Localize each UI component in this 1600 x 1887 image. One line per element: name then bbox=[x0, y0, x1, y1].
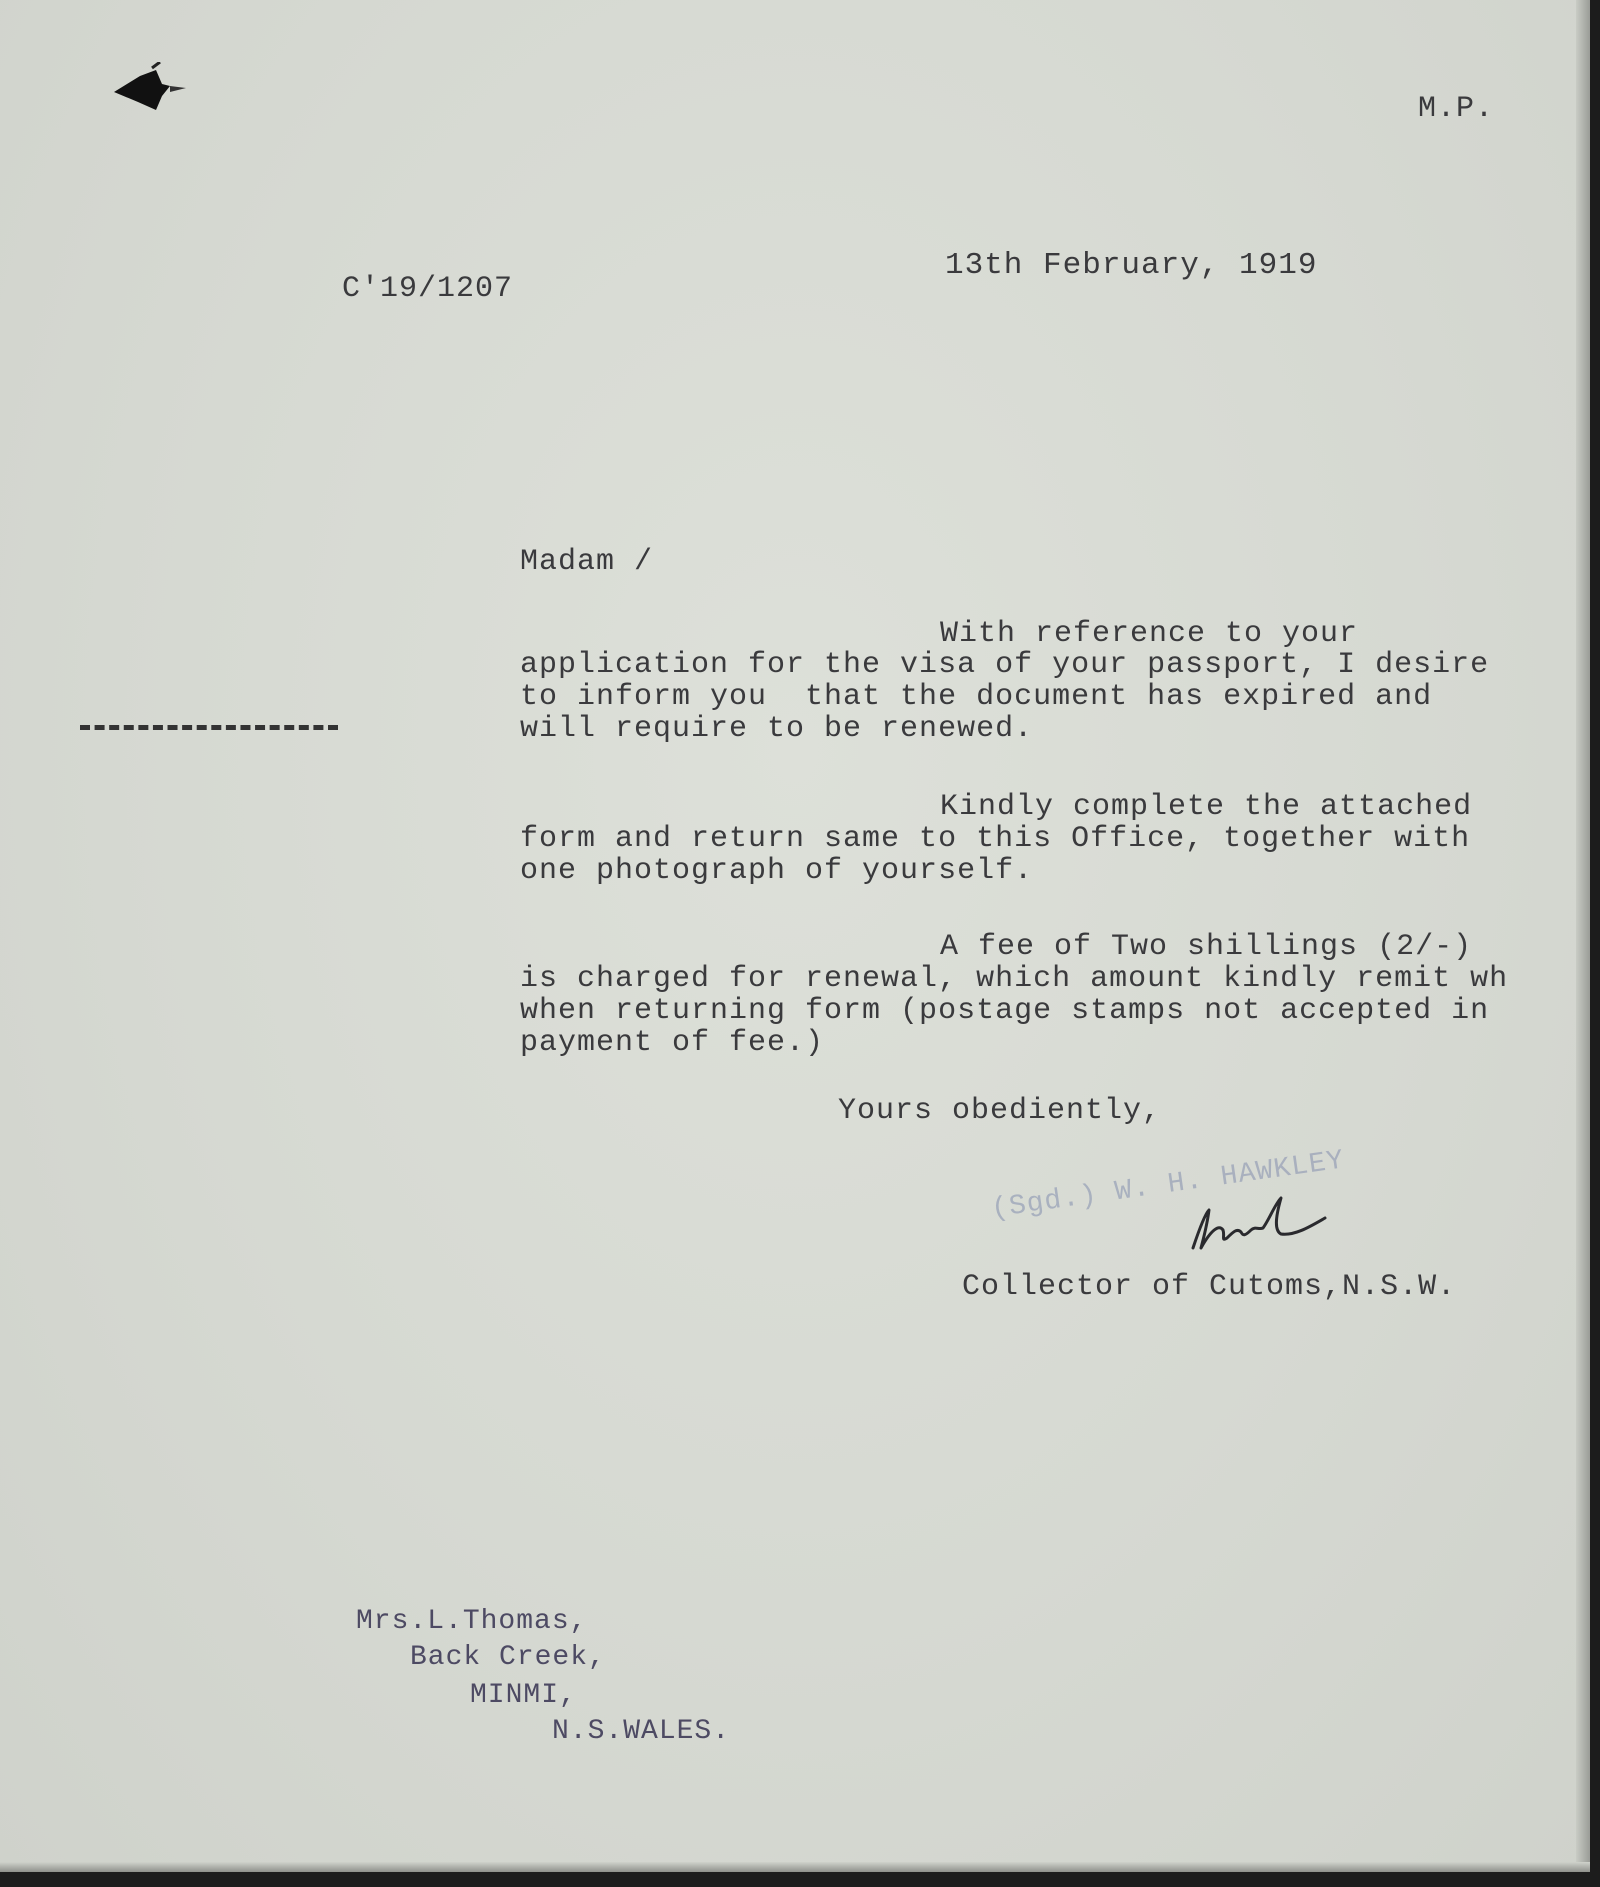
letter-date: 13th February, 1919 bbox=[945, 248, 1318, 283]
paragraph2-line2: form and return same to this Office, together with bbox=[520, 822, 1471, 856]
signatory-title: Collector of Cutoms,N.S.W. bbox=[962, 1270, 1457, 1304]
margin-dash-line bbox=[80, 725, 338, 730]
paragraph3-line3: when returning form (postage stamps not accepted in bbox=[520, 994, 1490, 1028]
page-edge-shadow bbox=[1576, 0, 1590, 1872]
address-line-state: N.S.WALES. bbox=[552, 1716, 731, 1747]
paragraph1-line4: will require to be renewed. bbox=[520, 712, 1034, 746]
page-bottom-edge bbox=[0, 1862, 1590, 1872]
paragraph1-line2: application for the visa of your passport, I desire bbox=[520, 648, 1490, 682]
paragraph2-line3: one photograph of yourself. bbox=[520, 854, 1034, 888]
closing: Yours obediently, bbox=[838, 1094, 1162, 1128]
paragraph3-line1: A fee of Two shillings (2/-) bbox=[940, 930, 1473, 964]
handwritten-initials bbox=[1185, 1190, 1335, 1260]
punch-hole-mark bbox=[110, 62, 190, 112]
address-line-town: MINMI, bbox=[470, 1680, 577, 1711]
signature-stamp: (Sgd.) W. H. HAWKLEY bbox=[989, 1145, 1347, 1226]
paragraph1-line1: With reference to your bbox=[940, 617, 1359, 651]
address-line-name: Mrs.L.Thomas, bbox=[356, 1606, 588, 1637]
paragraph1-line3: to inform you that the document has expired and bbox=[520, 680, 1433, 714]
paragraph3-line4: payment of fee.) bbox=[520, 1026, 825, 1060]
paragraph2-line1: Kindly complete the attached bbox=[940, 790, 1473, 824]
paragraph3-line2: is charged for renewal, which amount kindly remit wh bbox=[520, 962, 1509, 996]
salutation: Madam / bbox=[520, 545, 654, 579]
address-line-locality: Back Creek, bbox=[410, 1642, 606, 1673]
reference-number: C'19/1207 bbox=[342, 272, 514, 306]
office-initials: M.P. bbox=[1418, 92, 1495, 126]
